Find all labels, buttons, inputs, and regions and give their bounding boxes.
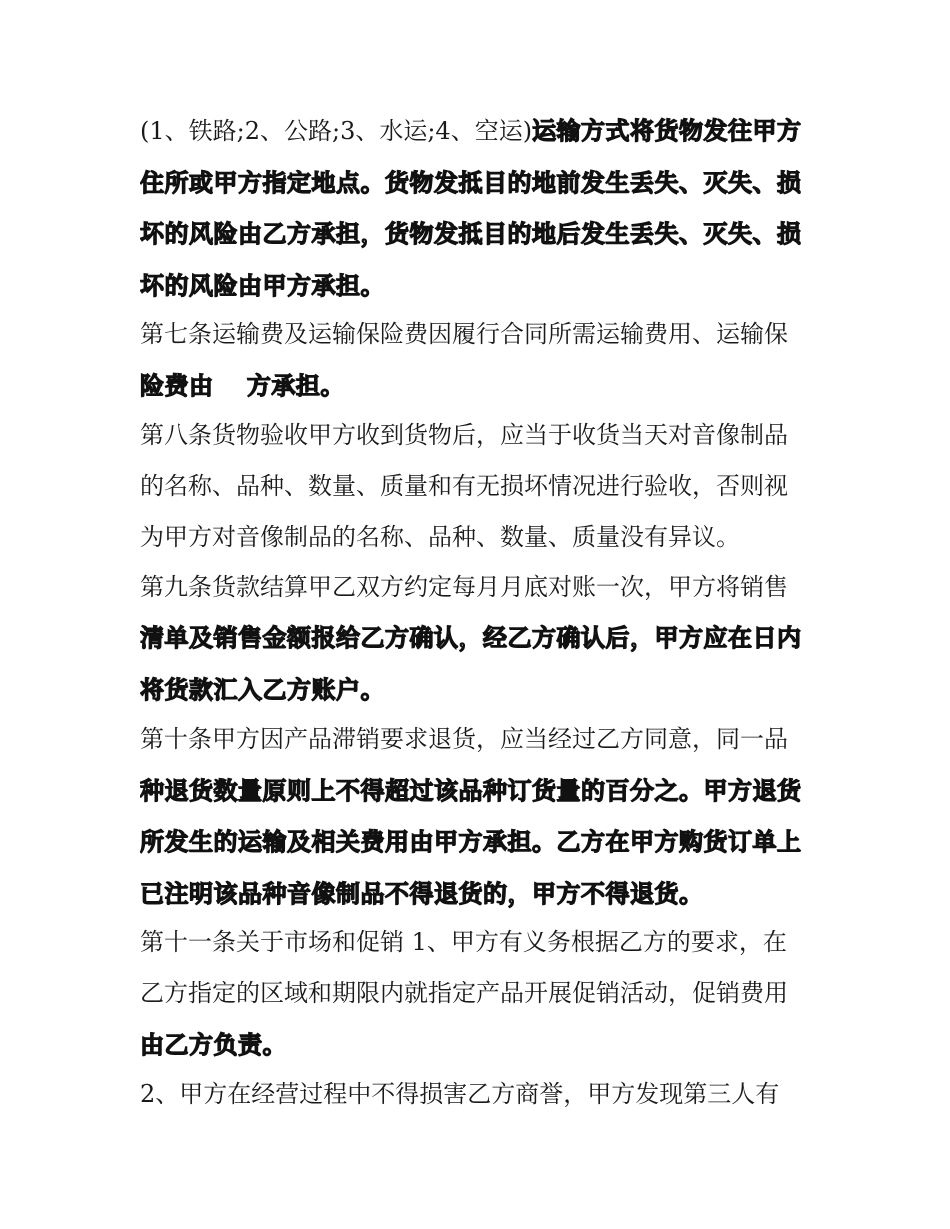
text-line bbox=[140, 517, 830, 557]
line-plain-text: 乙方指定的区域和期限内就指定产品开展促销活动，促销费用 bbox=[140, 979, 788, 1007]
text-line bbox=[140, 567, 830, 607]
text-line bbox=[140, 922, 830, 962]
text-line bbox=[140, 1074, 830, 1114]
text-line bbox=[140, 973, 830, 1013]
line-outlined-text: 种退货数量原则上不得超过该品种订货量的百分之。甲方退货 bbox=[140, 777, 802, 805]
text-line bbox=[140, 618, 830, 658]
text-line bbox=[140, 466, 830, 506]
text-line bbox=[140, 874, 830, 914]
line-plain-text: 的名称、品种、数量、质量和有无损坏情况进行验收，否则视 bbox=[140, 472, 788, 500]
text-line bbox=[140, 366, 830, 406]
line-plain-text: 为甲方对音像制品的名称、品种、数量、质量没有异议。 bbox=[140, 523, 740, 551]
text-line bbox=[140, 266, 830, 306]
line-outlined-text: 坏的风险由乙方承担，货物发抵目的地后发生丢失、灭失、损 bbox=[140, 220, 802, 248]
line-outlined-text: 住所或甲方指定地点。货物发抵目的地前发生丢失、灭失、损 bbox=[140, 169, 802, 197]
text-line bbox=[140, 670, 830, 710]
line-outlined-text: 将货款汇入乙方账户。 bbox=[140, 676, 385, 704]
line-plain-text: 第十条甲方因产品滞销要求退货，应当经过乙方同意，同一品 bbox=[140, 725, 788, 753]
line-outlined-text: 清单及销售金额报给乙方确认，经乙方确认后，甲方应在日内 bbox=[140, 624, 802, 652]
line-plain-text: (1、铁路;2、公路;3、水运;4、空运) bbox=[140, 117, 533, 145]
line-outlined-text: 坏的风险由甲方承担。 bbox=[140, 272, 385, 300]
line-outlined-text: 所发生的运输及相关费用由甲方承担。乙方在甲方购货订单上 bbox=[140, 828, 802, 856]
line-plain-text: 2、甲方在经营过程中不得损害乙方商誉，甲方发现第三人有 bbox=[140, 1080, 780, 1108]
text-line bbox=[140, 822, 830, 862]
text-line bbox=[140, 771, 830, 811]
text-line bbox=[140, 314, 830, 354]
line-plain-text: 第八条货物验收甲方收到货物后，应当于收货当天对音像制品 bbox=[140, 421, 788, 449]
line-outlined-text: 运输方式将货物发往甲方 bbox=[532, 117, 802, 145]
line-outlined-text: 由乙方负责。 bbox=[140, 1031, 287, 1059]
text-line bbox=[140, 1025, 830, 1065]
text-line bbox=[140, 719, 830, 759]
line-outlined-text: 险费由 方承担。 bbox=[140, 372, 345, 400]
text-line bbox=[140, 214, 830, 254]
text-line bbox=[140, 163, 830, 203]
text-line bbox=[140, 415, 830, 455]
line-plain-text: 第七条运输费及运输保险费因履行合同所需运输费用、运输保 bbox=[140, 320, 788, 348]
line-plain-text: 第九条货款结算甲乙双方约定每月月底对账一次，甲方将销售 bbox=[140, 573, 788, 601]
line-plain-text: 第十一条关于市场和促销 1、甲方有义务根据乙方的要求，在 bbox=[140, 928, 787, 956]
line-outlined-text: 已注明该品种音像制品不得退货的，甲方不得退货。 bbox=[140, 880, 704, 908]
text-line bbox=[140, 111, 830, 151]
